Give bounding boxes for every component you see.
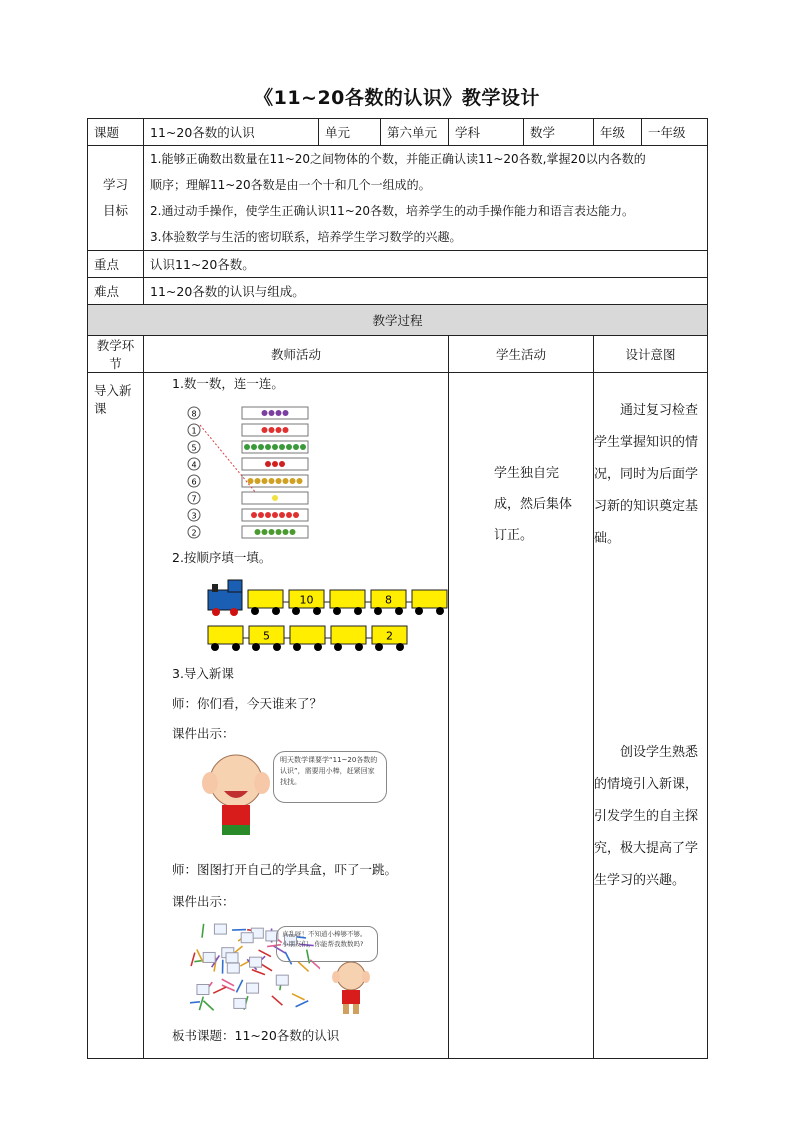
goal-line: 1.能够正确数出数量在11~20之间物体的个数，并能正确认读11~20各数,掌握20以内各数的 (150, 152, 646, 166)
train-wheel (415, 607, 423, 615)
fruit-box (242, 526, 308, 538)
tool-card (227, 963, 239, 973)
count-number: 7 (191, 494, 197, 504)
difficulty-text: 11~20各数的认识与组成。 (144, 278, 708, 305)
tool-card (197, 985, 209, 995)
fruit-icon (272, 461, 278, 467)
teacher-content (168, 366, 488, 1051)
boy-character-icon (332, 962, 370, 1014)
fruit-icon (283, 529, 289, 535)
teacher-line-d: 课件出示： (172, 894, 235, 909)
count-number: 5 (191, 443, 197, 453)
fruit-icon (272, 495, 278, 501)
goals-label-1: 学习 (102, 177, 128, 192)
stick (203, 1001, 213, 1011)
tool-card (234, 998, 246, 1008)
train-wheel (314, 643, 322, 651)
tool-card (250, 957, 262, 967)
goal-line: 2.通过动手操作，使学生正确认识11~20各数，培养学生的动手操作能力和语言表达能力。 (150, 204, 635, 218)
fruit-icon (258, 444, 264, 450)
stick (296, 1001, 309, 1007)
fruit-icon (293, 444, 299, 450)
train-wheel (374, 607, 382, 615)
key-point-text: 认识11~20各数。 (144, 251, 708, 278)
unit-label: 单元 (319, 119, 381, 146)
step1-text: 1.数一数，连一连。 (172, 376, 284, 391)
stick (252, 970, 265, 975)
train-wheel (436, 607, 444, 615)
teacher-line-c: 师：图图打开自己的学具盒，吓了一跳。 (172, 862, 398, 877)
stage-cell: 导入新课 (88, 373, 144, 1059)
fruit-icon (262, 427, 268, 433)
step3-text: 3.导入新课 (172, 666, 234, 681)
grade-label: 年级 (594, 119, 642, 146)
count-number: 2 (191, 528, 197, 538)
fruit-icon (269, 410, 275, 416)
speech-bubble-1: 明天数学课要学“11~20各数的认识”，需要用小棒，赶紧回家找找。 (273, 751, 387, 803)
train-car (330, 590, 365, 608)
train-wheel (251, 607, 259, 615)
stick (298, 962, 308, 971)
teacher-line-b: 课件出示： (172, 726, 235, 741)
stick (259, 950, 271, 956)
fruit-icon (283, 427, 289, 433)
stick (272, 996, 283, 1005)
fruit-icon (262, 529, 268, 535)
train-wheel (395, 607, 403, 615)
fruit-box (242, 424, 308, 436)
page-title: 《11~20各数的认识》教学设计 (254, 87, 540, 109)
count-number: 8 (191, 409, 197, 419)
fruit-icon (272, 512, 278, 518)
fruit-icon (258, 512, 264, 518)
fruit-icon (262, 410, 268, 416)
step2-text: 2.按顺序填一填。 (172, 550, 272, 565)
speech-bubble-2: 真乱呀！不知道小棒够不够。小朋友们，你能帮我数数吗? (276, 926, 378, 962)
train-car (248, 590, 283, 608)
fruit-icon (272, 444, 278, 450)
train-wheel (273, 643, 281, 651)
topic-value: 11~20各数的认识 (144, 119, 319, 146)
fruit-icon (251, 512, 257, 518)
col-stage: 教学环节 (88, 336, 144, 373)
fruit-icon (244, 444, 250, 450)
fruit-icon (286, 512, 292, 518)
tool-card (226, 953, 238, 963)
topic-label: 课题 (88, 119, 144, 146)
fruit-icon (276, 529, 282, 535)
train-car (331, 626, 366, 644)
tool-card (203, 952, 215, 962)
train-car-number: 8 (385, 593, 392, 607)
train-wheel (252, 643, 260, 651)
train-wheel (354, 607, 362, 615)
train-wheel (334, 643, 342, 651)
train-exercise (206, 576, 456, 666)
goal-line: 3.体验数学与生活的密切联系，培养学生学习数学的兴趣。 (150, 230, 462, 244)
stick (202, 924, 204, 938)
fruit-icon (279, 444, 285, 450)
fruit-box (242, 407, 308, 419)
train-car (290, 626, 325, 644)
train-wheel (211, 643, 219, 651)
stick (222, 979, 234, 986)
unit-value: 第六单元 (381, 119, 449, 146)
tutu-cartoon-2 (326, 958, 376, 1028)
difficulty-label: 难点 (88, 278, 144, 305)
key-point-label: 重点 (88, 251, 144, 278)
fruit-icon (265, 461, 271, 467)
fruit-icon (293, 512, 299, 518)
tool-card (241, 933, 253, 943)
teacher-line-e: 板书课题：11~20各数的认识 (172, 1028, 340, 1043)
fruit-icon (290, 478, 296, 484)
fruit-icon (283, 410, 289, 416)
fruit-icon (251, 444, 257, 450)
train-car-number: 2 (386, 629, 393, 643)
counting-exercise (186, 402, 336, 542)
fruit-icon (255, 529, 261, 535)
train-wheel (375, 643, 383, 651)
fruit-icon (276, 410, 282, 416)
train-wheel (313, 607, 321, 615)
subject-label: 学科 (449, 119, 524, 146)
fruit-icon (269, 427, 275, 433)
tool-card (247, 983, 259, 993)
goal-line: 顺序；理解11~20各数是由一个十和几个一组成的。 (150, 178, 431, 192)
fruit-icon (279, 461, 285, 467)
fruit-icon (283, 478, 289, 484)
fruit-icon (255, 478, 261, 484)
train-car-number: 5 (263, 629, 270, 643)
train-wheel (396, 643, 404, 651)
col-student: 学生活动 (449, 336, 594, 373)
stick (191, 953, 195, 966)
goals-text (144, 146, 708, 251)
count-number: 6 (191, 477, 197, 487)
fruit-icon (248, 478, 254, 484)
fruit-icon (262, 478, 268, 484)
train-car (412, 590, 447, 608)
fruit-icon (276, 427, 282, 433)
intent-text-2: 创设学生熟悉的情境引入新课，引发学生的自主探究，极大提高了学生学习的兴趣。 (594, 745, 699, 888)
train-wheel (333, 607, 341, 615)
student-activity-text: 学生独自完成，然后集体订正。 (494, 466, 573, 543)
stick (213, 987, 226, 993)
count-number: 1 (191, 426, 197, 436)
train-wheel (272, 607, 280, 615)
boy-character-icon (202, 755, 270, 835)
train-car-number: 10 (299, 593, 314, 607)
train-engine-icon (208, 580, 242, 616)
train-wheel (293, 643, 301, 651)
intent-text-1: 通过复习检查学生掌握知识的情况，同时为后面学习新的知识奠定基础。 (594, 403, 699, 546)
fruit-icon (297, 478, 303, 484)
subject-value: 数学 (524, 119, 594, 146)
fruit-icon (290, 529, 296, 535)
col-teacher: 教师活动 (144, 336, 449, 373)
fruit-icon (265, 444, 271, 450)
tool-card (214, 924, 226, 934)
fruit-icon (279, 512, 285, 518)
count-number: 4 (191, 460, 197, 470)
count-number: 3 (191, 511, 197, 521)
goals-label (88, 146, 144, 251)
goals-label-2: 目标 (102, 203, 128, 218)
fruit-icon (276, 478, 282, 484)
train-car (208, 626, 243, 644)
col-intent: 设计意图 (594, 336, 708, 373)
fruit-icon (269, 529, 275, 535)
process-header: 教学过程 (88, 305, 708, 336)
fruit-icon (286, 444, 292, 450)
fruit-icon (265, 512, 271, 518)
fruit-icon (300, 444, 306, 450)
train-wheel (232, 643, 240, 651)
train-wheel (355, 643, 363, 651)
tool-card (276, 975, 288, 985)
grade-value: 一年级 (642, 119, 708, 146)
stick (190, 1002, 200, 1003)
stick (199, 997, 203, 1010)
train-wheel (292, 607, 300, 615)
stick (236, 980, 242, 993)
teacher-line-a: 师：你们看，今天谁来了？ (172, 696, 323, 711)
stick (292, 994, 305, 1000)
fruit-icon (269, 478, 275, 484)
